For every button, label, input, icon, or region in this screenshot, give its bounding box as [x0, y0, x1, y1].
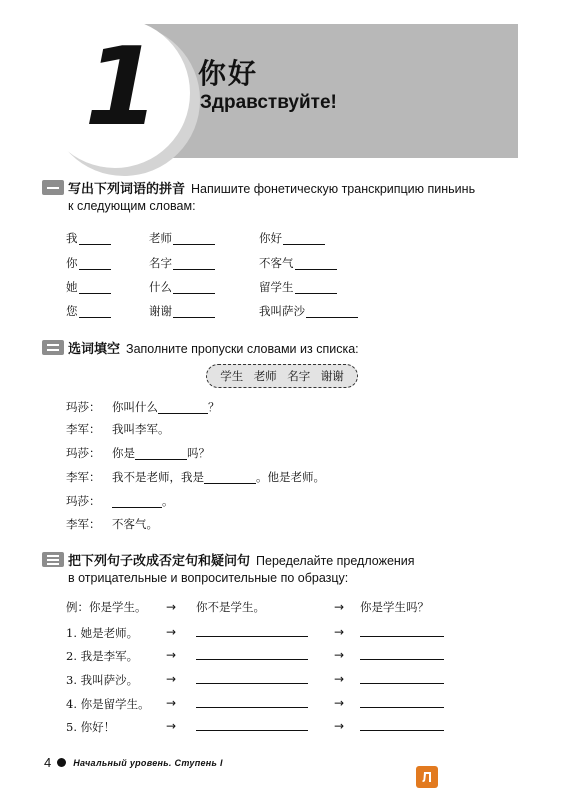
negative-answer-line[interactable]: [196, 683, 308, 684]
pinyin-item: [66, 231, 111, 245]
question-answer-line[interactable]: [360, 707, 444, 708]
page-number: 4: [44, 755, 52, 770]
answer-blank[interactable]: [306, 307, 358, 318]
arrow-icon: →: [166, 672, 177, 686]
arrow-icon: →: [334, 625, 345, 639]
lesson-subtitle: Здравствуйте!: [200, 92, 337, 113]
pinyin-item: [259, 256, 337, 270]
example-label: 例：你是学生。: [66, 600, 147, 614]
line-text: 你叫什么: [112, 400, 158, 414]
section-1-title-ru: Напишите фонетическую транскрипцию пиньинь: [191, 182, 476, 196]
bullet-icon: [57, 758, 66, 767]
speaker: 玛莎：: [66, 494, 101, 508]
logo-glyph: [420, 770, 434, 784]
section-3-heading: [42, 552, 415, 587]
publisher-logo-icon: [416, 766, 438, 788]
transform-item: 3. 我叫萨沙。: [66, 673, 139, 687]
word: 她: [66, 280, 78, 294]
word: 留学生: [259, 280, 294, 294]
line-text: 我叫李军。: [112, 422, 170, 436]
dialogue-line: [66, 470, 325, 484]
word: 你: [66, 256, 78, 270]
line-text: 不客气。: [112, 517, 158, 531]
word-bank-item: 谢谢: [320, 369, 344, 383]
arrow-icon: →: [166, 625, 177, 639]
pinyin-item: [259, 304, 358, 318]
word: 老师: [149, 231, 172, 245]
arrow-icon: →: [166, 696, 177, 710]
arrow-icon: →: [166, 719, 177, 733]
answer-blank[interactable]: [79, 283, 111, 294]
arrow-icon: →: [334, 696, 345, 710]
transform-item: 4. 你是留学生。: [66, 697, 150, 711]
arrow-icon: →: [334, 719, 345, 733]
pinyin-item: [66, 280, 111, 294]
fill-blank[interactable]: [204, 473, 256, 484]
answer-blank[interactable]: [173, 283, 215, 294]
word-bank-item: 学生: [220, 369, 244, 383]
pinyin-item: [66, 304, 111, 318]
word-bank-item: 老师: [253, 369, 277, 383]
answer-blank[interactable]: [295, 259, 337, 270]
section-3-title-ru: Переделайте предложения: [256, 554, 415, 568]
pinyin-item: [149, 256, 215, 270]
section-3-title-cn: 把下列句子改成否定句和疑问句: [68, 554, 251, 569]
arrow-icon: →: [334, 672, 345, 686]
answer-blank[interactable]: [173, 234, 215, 245]
dialogue-line: [66, 517, 158, 531]
question-answer-line[interactable]: [360, 683, 444, 684]
section-1-heading: [42, 180, 475, 215]
word: 名字: [149, 256, 172, 270]
pinyin-item: [149, 304, 215, 318]
section-3-title-ru-cont: в отрицательные и вопросительные по образцу:: [68, 571, 349, 585]
pinyin-item: [149, 231, 215, 245]
speaker: 玛莎：: [66, 400, 101, 414]
answer-blank[interactable]: [173, 259, 215, 270]
dialogue-line: [66, 494, 174, 508]
footer-text: Начальный уровень. Ступень I: [73, 757, 223, 768]
word: 我: [66, 231, 78, 245]
pinyin-item: [149, 280, 215, 294]
arrow-icon: →: [166, 648, 177, 662]
word: 我叫萨沙: [259, 304, 305, 318]
section-1-title-ru-cont: к следующим словам:: [68, 199, 196, 213]
arrow-icon: →: [166, 600, 177, 614]
section-2-badge-icon: [42, 340, 64, 355]
speaker: 李军：: [66, 517, 101, 531]
section-2-heading: [42, 340, 359, 358]
word: 您: [66, 304, 78, 318]
page-footer: [44, 755, 223, 770]
negative-answer-line[interactable]: [196, 730, 308, 731]
transform-item: 1. 她是老师。: [66, 626, 139, 640]
line-text-end: 。: [162, 494, 174, 508]
dialogue-line: [66, 422, 170, 436]
negative-answer-line[interactable]: [196, 636, 308, 637]
pinyin-item: [259, 231, 325, 245]
question-answer-line[interactable]: [360, 636, 444, 637]
arrow-icon: →: [334, 648, 345, 662]
line-text-end: 。他是老师。: [256, 470, 325, 484]
fill-blank[interactable]: [135, 449, 187, 460]
word: 不客气: [259, 256, 294, 270]
question-answer-line[interactable]: [360, 659, 444, 660]
question-answer-line[interactable]: [360, 730, 444, 731]
line-text: 你是: [112, 446, 135, 460]
word: 谢谢: [149, 304, 172, 318]
example-question: 你是学生吗？: [360, 600, 429, 614]
answer-blank[interactable]: [283, 234, 325, 245]
section-1-title-cn: 写出下列词语的拼音: [68, 182, 186, 197]
answer-blank[interactable]: [295, 283, 337, 294]
section-2-title-ru: Заполните пропуски словами из списка:: [126, 342, 359, 356]
arrow-icon: →: [334, 600, 345, 614]
word: 你好: [259, 231, 282, 245]
section-1-badge-icon: [42, 180, 64, 195]
fill-blank[interactable]: [112, 497, 162, 508]
word-bank: [206, 364, 358, 388]
speaker: 玛莎：: [66, 446, 101, 460]
dialogue-line: [66, 446, 210, 460]
line-text-end: 吗？: [187, 446, 210, 460]
word: 什么: [149, 280, 172, 294]
answer-blank[interactable]: [79, 307, 111, 318]
section-2-title-cn: 选词填空: [68, 342, 121, 357]
section-3-badge-icon: [42, 552, 64, 567]
transform-item: 5. 你好！: [66, 720, 116, 734]
speaker: 李军：: [66, 470, 101, 484]
line-text: 我不是老师，我是: [112, 470, 204, 484]
answer-blank[interactable]: [79, 259, 111, 270]
fill-blank[interactable]: [158, 403, 208, 414]
negative-answer-line[interactable]: [196, 659, 308, 660]
example-negative: 你不是学生。: [196, 600, 265, 614]
lesson-number: 1: [84, 25, 160, 150]
line-text-end: ？: [208, 400, 220, 414]
answer-blank[interactable]: [173, 307, 215, 318]
pinyin-item: [259, 280, 337, 294]
negative-answer-line[interactable]: [196, 707, 308, 708]
answer-blank[interactable]: [79, 234, 111, 245]
word-bank-item: 名字: [287, 369, 311, 383]
dialogue-line: [66, 400, 220, 414]
pinyin-item: [66, 256, 111, 270]
transform-item: 2. 我是李军。: [66, 649, 139, 663]
speaker: 李军：: [66, 422, 101, 436]
lesson-title: 你好: [198, 57, 259, 90]
